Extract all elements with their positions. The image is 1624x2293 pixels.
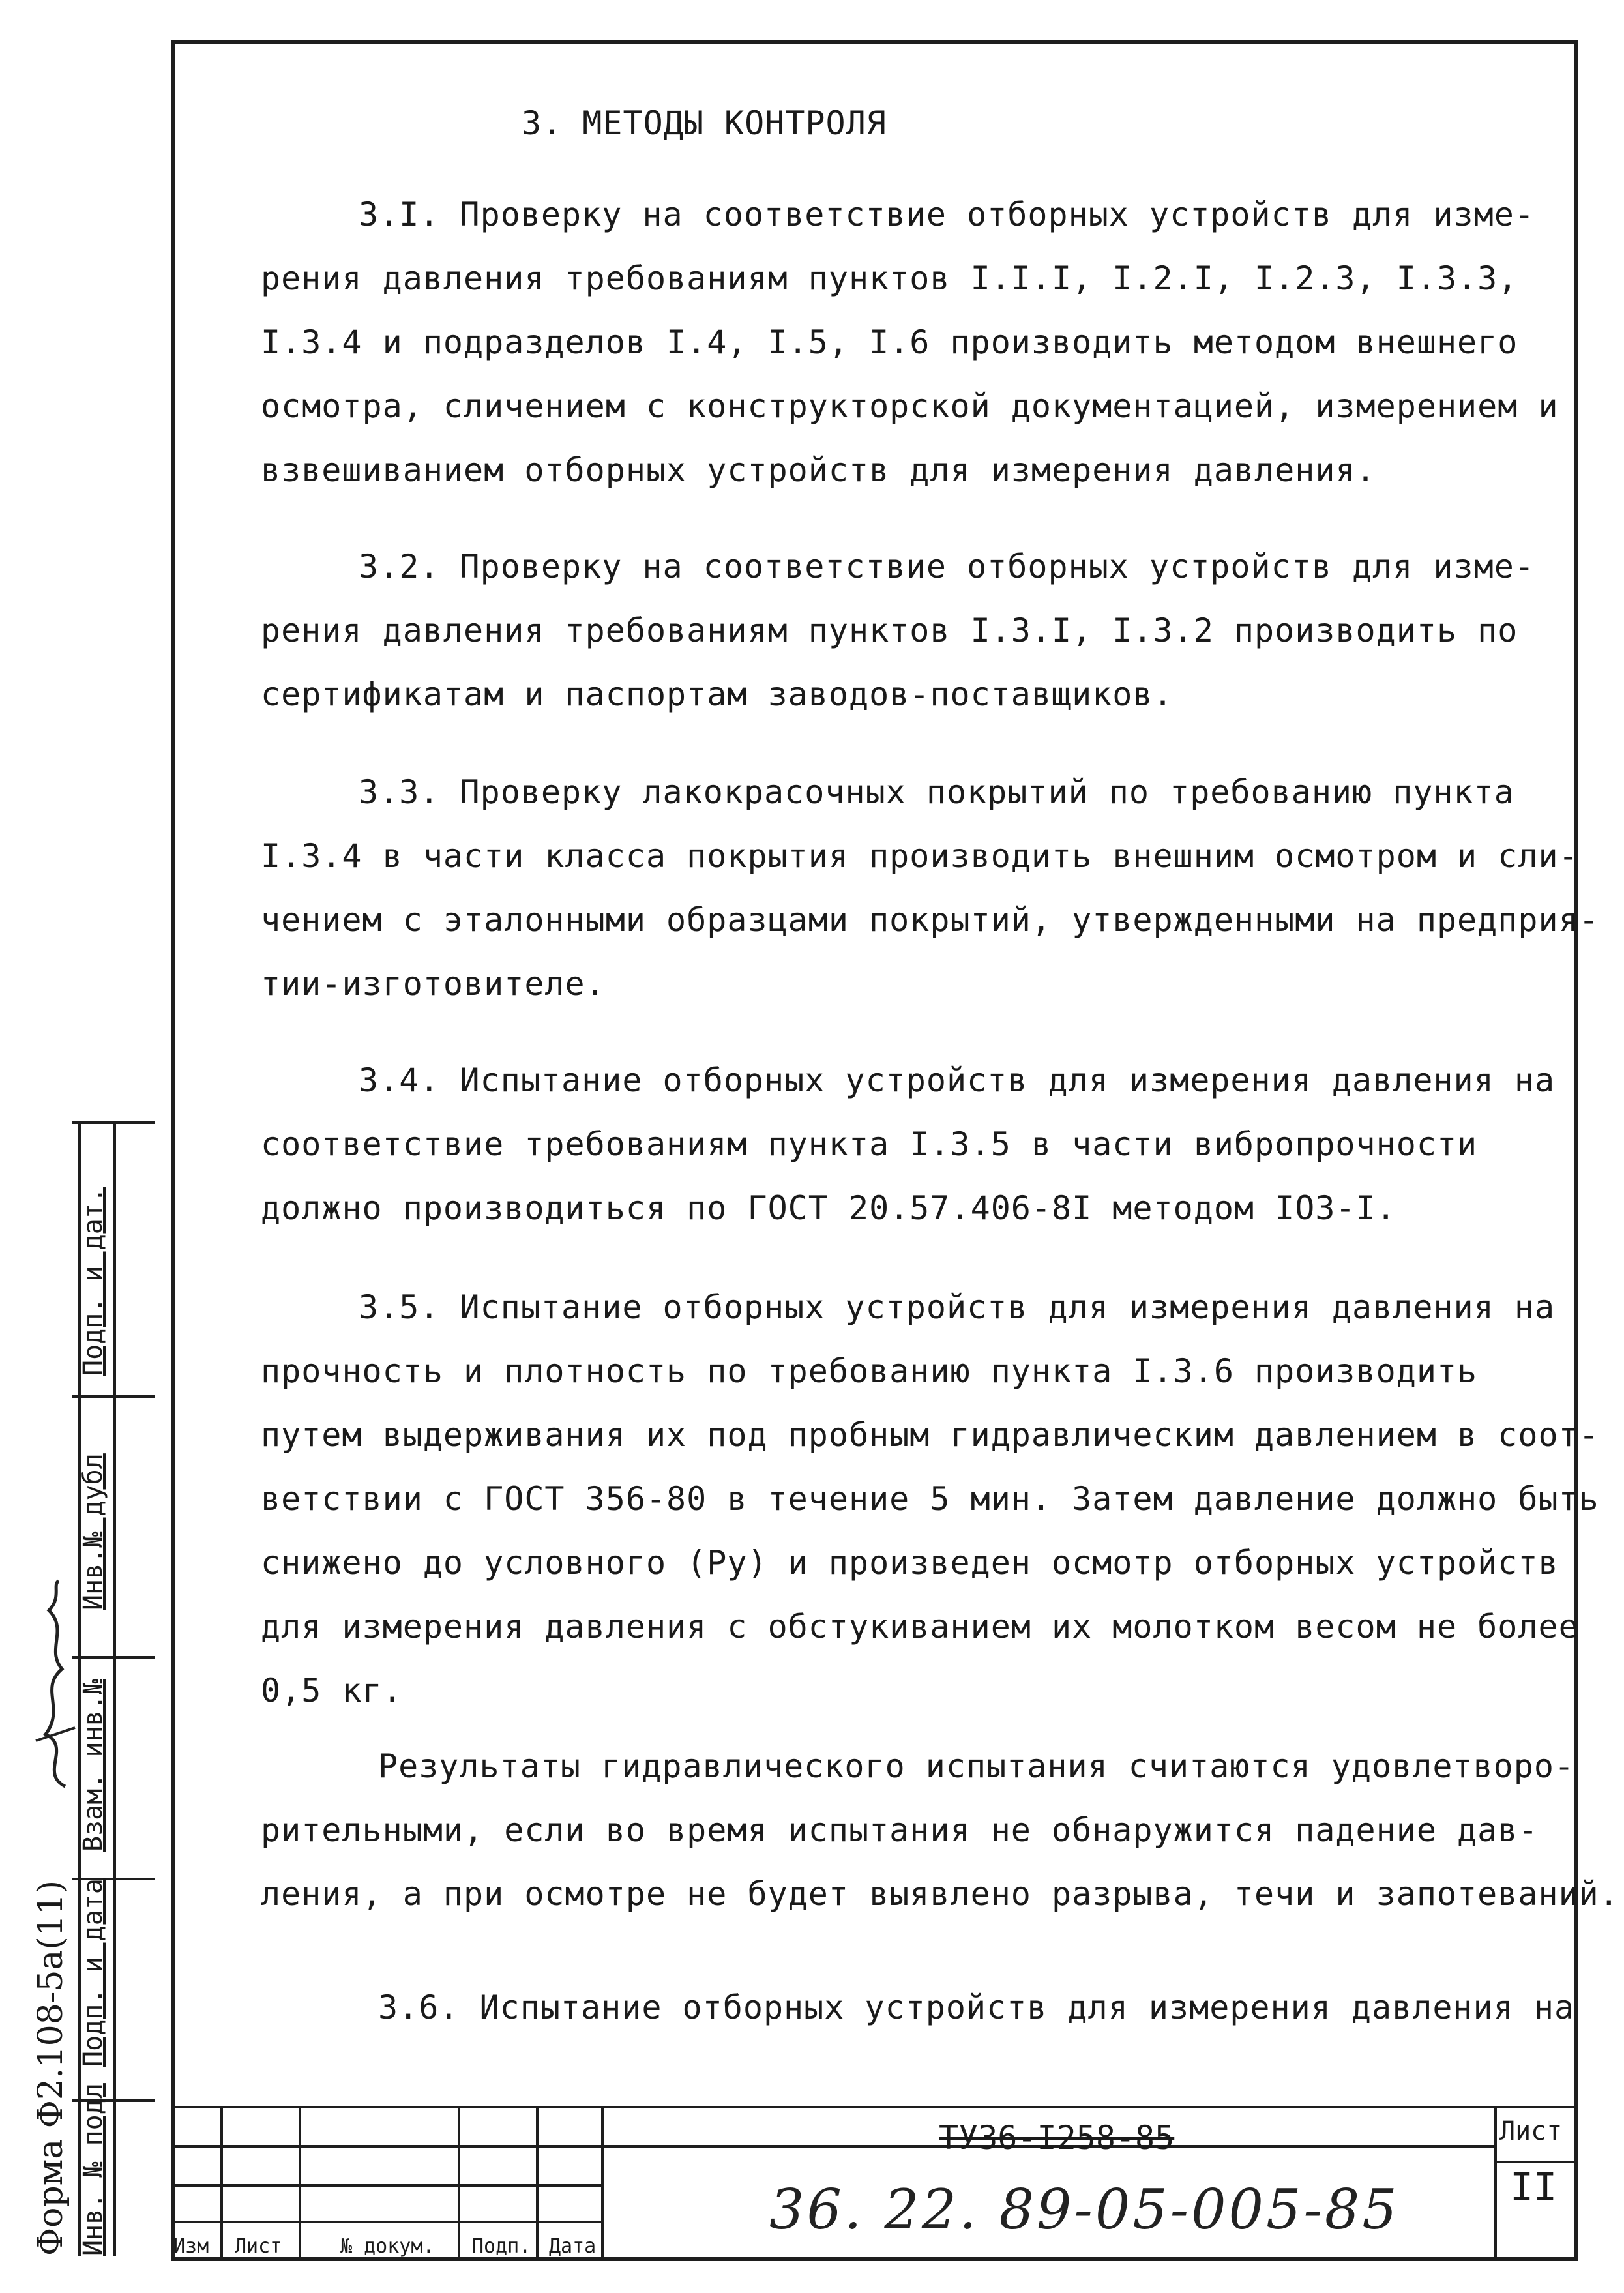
side-label-inv-dubl: Инв.№ дубл (78, 1453, 108, 1610)
text-line: 3.3. Проверку лакокрасочных покрытий по требованию пункта (359, 773, 1514, 811)
sheet-label: Лист (1499, 2116, 1563, 2146)
handwritten-code: 36. 22. 89-05-005-85 (769, 2178, 1400, 2241)
text-line: 3.6. Испытание отборных устройств для измерения давления на (378, 1989, 1575, 2026)
text-line: должно производиться по ГОСТ 20.57.406-8I методом IO3-I. (261, 1189, 1396, 1227)
sheet-number: II (1510, 2165, 1558, 2210)
text-line: рения давления требованиям пунктов I.I.I, I.2.I, I.2.3, I.3.3, (261, 259, 1518, 297)
text-line: 0,5 кг. (261, 1672, 403, 1709)
text-line: тии-изготовителе. (261, 965, 606, 1003)
text-line: Результаты гидравлического испытания считаются удовлетворо- (378, 1747, 1575, 1785)
text-line: 3.2. Проверку на соответствие отборных устройств для изме- (359, 548, 1535, 585)
text-line: рения давления требованиям пунктов I.3.I, I.3.2 производить по (261, 612, 1518, 649)
stamp-label-podp: Подп. (472, 2235, 531, 2258)
text-line: 3.5. Испытание отборных устройств для измерения давления на (359, 1288, 1556, 1326)
stamp-label-izm: Изм (173, 2235, 209, 2258)
text-line: прочность и плотность по требованию пункта I.3.6 производить (261, 1352, 1478, 1390)
section-title: 3. МЕТОДЫ КОНТРОЛЯ (522, 104, 887, 142)
text-line: снижено до условного (Ру) и произведен осмотр отборных устройств (261, 1544, 1559, 1582)
text-line: путем выдерживания их под пробным гидравлическим давлением в соот- (261, 1416, 1599, 1454)
side-label-podp-data-2: Подп. и дата (78, 1878, 108, 2067)
text-line: ветствии с ГОСТ 356-80 в течение 5 мин. Затем давление должно быть (261, 1480, 1599, 1518)
stamp-label-list: Лист (235, 2235, 282, 2258)
form-number: Форма Ф2.108-5а(11) (31, 1880, 70, 2256)
text-line: рительными, если во время испытания не обнаружится падение дав- (261, 1811, 1539, 1849)
text-line: соответствие требованиям пункта I.3.5 в части вибропрочности (261, 1125, 1478, 1163)
text-line: 3.4. Испытание отборных устройств для измерения давления на (359, 1061, 1556, 1099)
side-label-vzam-inv: Взам. инв.№ (78, 1679, 108, 1852)
text-line: 3.I. Проверку на соответствие отборных устройств для изме- (359, 196, 1535, 233)
document-code: ТУ36-I258-85 (939, 2119, 1175, 2157)
side-label-inv-podl: Инв. № подл (78, 2083, 108, 2256)
text-line: чением с эталонными образцами покрытий, утвержденными на предприя- (261, 901, 1599, 939)
margin-signature-icon (26, 1578, 85, 1793)
text-line: I.3.4 в части класса покрытия производить внешним осмотром и сли- (261, 837, 1579, 875)
text-line: осмотра, сличением с конструкторской документацией, измерением и (261, 387, 1559, 425)
stamp-label-docum: № докум. (340, 2235, 435, 2258)
text-line: для измерения давления с обстукиванием их молотком весом не более (261, 1608, 1579, 1646)
text-line: взвешиванием отборных устройств для измерения давления. (261, 451, 1376, 489)
side-label-podp-data: Подп. и дат. (78, 1187, 108, 1376)
text-line: I.3.4 и подразделов I.4, I.5, I.6 производить методом внешнего (261, 323, 1518, 361)
text-line: сертификатам и паспортам заводов-поставщиков. (261, 675, 1174, 713)
text-line: ления, а при осмотре не будет выявлено разрыва, течи и запотеваний. (261, 1875, 1619, 1913)
stamp-label-data: Дата (549, 2235, 597, 2258)
